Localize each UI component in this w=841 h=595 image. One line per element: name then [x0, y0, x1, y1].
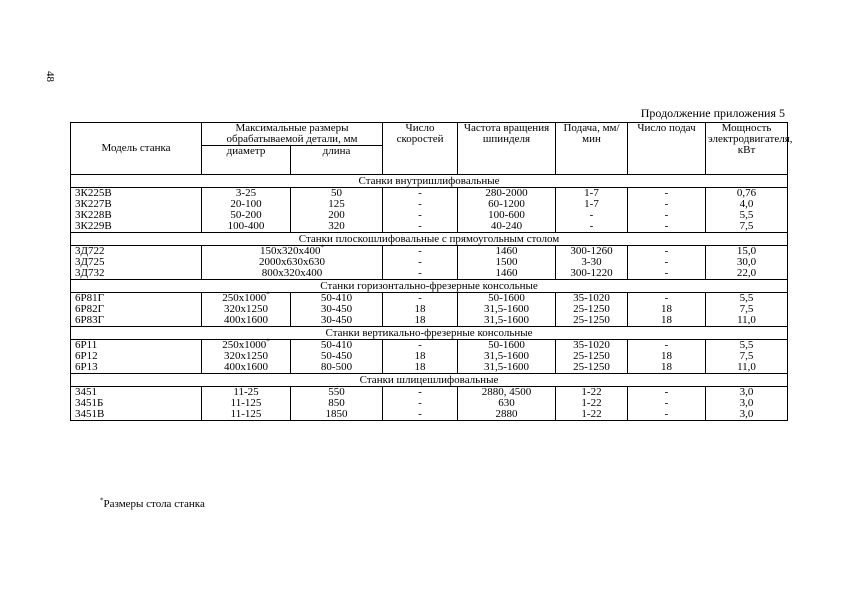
cell-power-value: 30,0: [736, 256, 757, 268]
cell-speeds-value: -: [418, 256, 422, 268]
cell-spindle: [458, 362, 556, 374]
cell-feed: [556, 315, 628, 327]
cell-diameter: [202, 315, 291, 327]
cell-diameter-value: 11-125: [230, 408, 262, 420]
cell-length-value: 50-410: [320, 292, 353, 304]
section-header: [71, 327, 788, 340]
cell-feed-value: 25-1250: [573, 303, 610, 315]
cell-diameter-value: 50-200: [230, 209, 262, 221]
cell-table-size-value: 800x320x400: [261, 267, 323, 279]
cell-diameter: [202, 362, 291, 374]
cell-speeds: [383, 315, 458, 327]
cell-spindle-value: 40-240: [490, 220, 523, 232]
section-title: Станки внутришлифовальные: [71, 175, 788, 188]
table-row: [71, 409, 788, 421]
cell-model: [71, 315, 202, 327]
cell-diameter-value: 11-125: [230, 397, 262, 409]
cell-length-value: 200: [328, 209, 345, 221]
cell-feed: [556, 268, 628, 280]
cell-power-value: 22,0: [736, 267, 757, 279]
cell-model-value: 3К229В: [75, 220, 112, 232]
cell-diameter-value: 11-25: [233, 386, 259, 398]
table-row: [71, 221, 788, 233]
cell-feeds-count-value: -: [664, 339, 669, 351]
cell-feeds-count: [628, 362, 706, 374]
cell-length-value: 850: [328, 397, 345, 409]
cell-model-value: 3Д732: [75, 267, 105, 279]
cell-length-value: 30-450: [320, 314, 353, 326]
header-feed: Подача, мм/мин: [556, 123, 628, 175]
cell-speeds: [383, 268, 458, 280]
cell-model-value: 6Р82Г: [75, 303, 104, 315]
cell-spindle-value: 1500: [495, 256, 518, 268]
cell-length-value: 125: [328, 198, 345, 210]
cell-speeds-value: 18: [414, 361, 426, 373]
cell-spindle-value: 50-1600: [488, 339, 525, 351]
cell-speeds-value: -: [418, 187, 422, 199]
cell-length: [291, 315, 383, 327]
footnote-marker: *: [266, 290, 270, 299]
cell-feeds-count-value: -: [664, 198, 669, 210]
cell-power-value: 4,0: [739, 198, 754, 210]
cell-power-value: 0,76: [736, 187, 757, 199]
cell-diameter-value: 250x1000: [222, 339, 267, 351]
table-row: [71, 304, 788, 315]
section-header: [71, 175, 788, 188]
cell-length-value: 50: [331, 187, 342, 199]
cell-model-value: 3Д725: [75, 256, 105, 268]
cell-feeds-count-value: 18: [661, 361, 673, 373]
header-spindle: Частота вращения шпинделя: [458, 123, 556, 175]
cell-spindle-value: 2880: [495, 408, 518, 420]
cell-feeds-count-value: 18: [661, 303, 673, 315]
cell-feed-value: 1-7: [584, 187, 599, 199]
footnote-marker: *: [320, 243, 324, 252]
cell-feed: [556, 221, 628, 233]
section-title: Станки вертикально-фрезерные консольные: [71, 327, 788, 340]
cell-speeds-value: -: [418, 267, 422, 279]
cell-feed-value: 1-22: [581, 386, 602, 398]
cell-table-size-value: 2000x630x630: [259, 256, 325, 268]
cell-feed-value: -: [589, 220, 594, 232]
cell-feed-value: 300-1260: [570, 245, 613, 257]
header-speeds: Число скоростей: [383, 123, 458, 175]
cell-model-value: 6Р11: [75, 339, 98, 351]
cell-model-value: 3К227В: [75, 198, 112, 210]
cell-speeds-value: 18: [414, 350, 426, 362]
cell-spindle: [458, 221, 556, 233]
cell-power: [706, 362, 788, 374]
cell-feeds-count-value: -: [664, 386, 669, 398]
cell-length: [291, 362, 383, 374]
cell-feed-value: 35-1020: [573, 339, 610, 351]
cell-model: [71, 268, 202, 280]
cell-feed: [556, 409, 628, 421]
cell-feeds-count-value: -: [664, 397, 669, 409]
cell-power: [706, 268, 788, 280]
cell-spindle-value: 2880, 4500: [481, 386, 532, 398]
cell-length-value: 50-450: [320, 350, 353, 362]
cell-feed-value: 25-1250: [573, 314, 610, 326]
cell-feeds-count-value: -: [664, 256, 669, 268]
header-max-dims: Максимальные размеры обрабатываемой детали, мм: [202, 123, 383, 146]
table-row: [71, 293, 788, 305]
cell-model-value: 6Р12: [75, 350, 98, 362]
cell-power-value: 3,0: [739, 386, 754, 398]
table-row: [71, 351, 788, 362]
machines-table: [70, 122, 793, 421]
table-row: [71, 268, 788, 280]
cell-power-value: 5,5: [739, 339, 754, 351]
cell-feed-value: 25-1250: [573, 361, 610, 373]
cell-spindle-value: 31,5-1600: [484, 361, 529, 373]
table-row: [71, 398, 788, 409]
cell-length: [291, 221, 383, 233]
cell-speeds-value: -: [418, 198, 422, 210]
table-row: [71, 246, 788, 258]
cell-spindle: [458, 268, 556, 280]
cell-speeds-value: -: [418, 292, 422, 304]
cell-speeds-value: -: [418, 397, 422, 409]
cell-spindle: [458, 315, 556, 327]
section-title: Станки горизонтально-фрезерные консольные: [71, 280, 788, 293]
cell-feed-value: 25-1250: [573, 350, 610, 362]
cell-feeds-count-value: -: [664, 220, 669, 232]
cell-spindle: [458, 409, 556, 421]
header-diameter: диаметр: [202, 146, 291, 175]
cell-feeds-count-value: -: [664, 209, 669, 221]
footnote: [100, 498, 205, 510]
cell-spindle-value: 60-1200: [488, 198, 525, 210]
cell-power: [706, 409, 788, 421]
cell-length-value: 1850: [325, 408, 348, 420]
cell-diameter: [202, 409, 291, 421]
cell-feed-value: -: [589, 209, 594, 221]
cell-length-value: 80-500: [320, 361, 353, 373]
cell-spindle-value: 31,5-1600: [484, 314, 529, 326]
cell-model-value: 3К228В: [75, 209, 112, 221]
cell-diameter-value: 100-400: [227, 220, 265, 232]
section-header: [71, 280, 788, 293]
cell-length-value: 550: [328, 386, 345, 398]
cell-diameter-value: 400x1600: [224, 361, 268, 373]
cell-feed-value: 300-1220: [570, 267, 613, 279]
cell-length: [291, 409, 383, 421]
cell-model: [71, 221, 202, 233]
cell-feeds-count-value: -: [664, 245, 669, 257]
section-title: Станки шлицешлифовальные: [71, 374, 788, 387]
cell-feeds-count-value: -: [664, 187, 669, 199]
cell-model-value: 3451В: [75, 408, 105, 420]
cell-speeds-value: -: [418, 339, 422, 351]
cell-model: [71, 409, 202, 421]
cell-table-size: [202, 268, 383, 280]
cell-diameter-value: 3-25: [235, 187, 257, 199]
cell-model-value: 3К225В: [75, 187, 112, 199]
cell-speeds-value: -: [418, 386, 422, 398]
cell-feed-value: 3-30: [581, 256, 602, 268]
cell-speeds: [383, 362, 458, 374]
cell-power-value: 7,5: [739, 220, 754, 232]
cell-diameter-value: 320x1250: [224, 350, 268, 362]
cell-speeds: [383, 409, 458, 421]
footnote-text: Размеры стола станка: [103, 498, 205, 510]
cell-feed-value: 1-7: [584, 198, 599, 210]
cell-speeds-value: -: [418, 245, 422, 257]
cell-speeds-value: -: [418, 209, 422, 221]
cell-power-value: 5,5: [739, 292, 754, 304]
cell-diameter-value: 400x1600: [224, 314, 268, 326]
cell-spindle-value: 50-1600: [488, 292, 525, 304]
cell-feeds-count-value: 18: [661, 314, 673, 326]
cell-spindle-value: 630: [498, 397, 515, 409]
cell-speeds-value: 18: [414, 314, 426, 326]
section-title: Станки плоскошлифовальные с прямоугольным столом: [71, 233, 788, 246]
cell-spindle-value: 1460: [495, 245, 518, 257]
cell-feed-value: 35-1020: [573, 292, 610, 304]
table-row: [71, 210, 788, 221]
cell-table-size-value: 150x320x400: [260, 245, 321, 257]
cell-power: [706, 315, 788, 327]
cell-feeds-count-value: -: [664, 408, 669, 420]
cell-feeds-count-value: -: [664, 267, 669, 279]
table-caption: Продолжение приложения 5: [640, 106, 785, 120]
cell-speeds-value: 18: [414, 303, 426, 315]
cell-power-value: 11,0: [737, 314, 756, 326]
page-number: 48: [44, 71, 56, 82]
cell-power-value: 3,0: [739, 397, 754, 409]
cell-speeds: [383, 221, 458, 233]
cell-diameter: [202, 221, 291, 233]
cell-spindle-value: 280-2000: [485, 187, 528, 199]
cell-feeds-count-value: -: [664, 292, 669, 304]
header-power: Мощность электродвигателя, кВт: [706, 123, 788, 175]
cell-length-value: 30-450: [320, 303, 353, 315]
section-header: [71, 233, 788, 246]
cell-feed: [556, 362, 628, 374]
table-row: [71, 257, 788, 268]
cell-model-value: 6Р81Г: [75, 292, 104, 304]
header-length: длина: [291, 146, 383, 175]
cell-length-value: 320: [328, 220, 345, 232]
cell-diameter-value: 20-100: [230, 198, 262, 210]
cell-feeds-count-value: 18: [661, 350, 673, 362]
cell-feeds-count: [628, 315, 706, 327]
header-feeds-count: Число подач: [628, 123, 706, 175]
table-row: [71, 387, 788, 399]
cell-model-value: 3451Б: [75, 397, 104, 409]
cell-feed-value: 1-22: [581, 408, 602, 420]
cell-power-value: 7,5: [739, 303, 754, 315]
cell-model-value: 3Д722: [75, 245, 105, 257]
cell-power-value: 3,0: [739, 408, 754, 420]
table-row: [71, 340, 788, 352]
cell-feeds-count: [628, 409, 706, 421]
cell-speeds-value: -: [418, 408, 422, 420]
cell-power: [706, 221, 788, 233]
table-row: [71, 188, 788, 200]
cell-feeds-count: [628, 221, 706, 233]
header-model: Модель станка: [71, 123, 202, 175]
table-row: [71, 199, 788, 210]
footnote-marker: *: [266, 337, 270, 346]
cell-spindle-value: 1460: [495, 267, 518, 279]
cell-model-value: 3451: [75, 386, 97, 398]
cell-spindle-value: 100-600: [488, 209, 525, 221]
cell-model-value: 6Р13: [75, 361, 98, 373]
cell-speeds-value: -: [418, 220, 422, 232]
cell-model-value: 6Р83Г: [75, 314, 104, 326]
cell-feed-value: 1-22: [581, 397, 602, 409]
cell-power-value: 7,5: [739, 350, 754, 362]
cell-feeds-count: [628, 268, 706, 280]
table-row: [71, 362, 788, 374]
cell-length-value: 50-410: [320, 339, 353, 351]
cell-spindle-value: 31,5-1600: [484, 350, 529, 362]
section-header: [71, 374, 788, 387]
cell-diameter-value: 250x1000: [222, 292, 267, 304]
footnote-mark: *: [100, 496, 104, 505]
cell-spindle-value: 31,5-1600: [484, 303, 529, 315]
cell-power-value: 11,0: [737, 361, 756, 373]
cell-power-value: 5,5: [739, 209, 754, 221]
cell-power-value: 15,0: [736, 245, 757, 257]
table-row: [71, 315, 788, 327]
cell-diameter-value: 320x1250: [224, 303, 268, 315]
cell-model: [71, 362, 202, 374]
